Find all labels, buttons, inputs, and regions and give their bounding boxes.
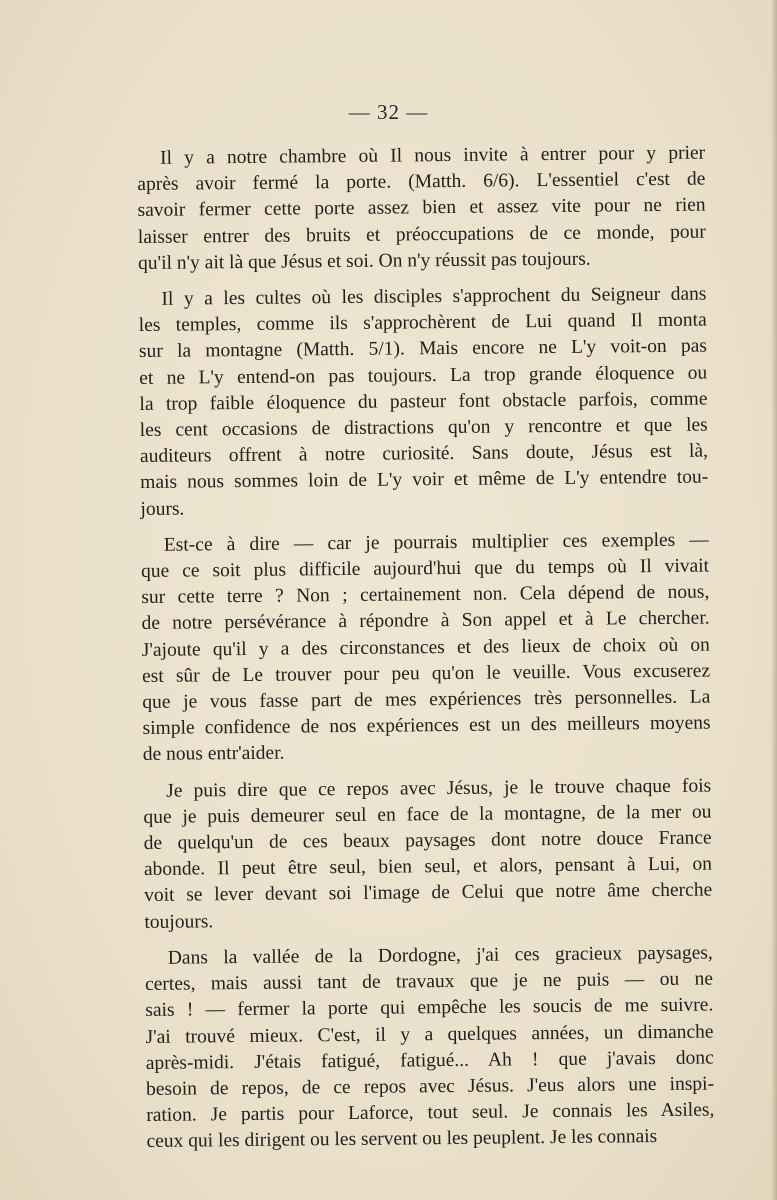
text-line: Est-ce à dire — car je pourrais multiplier ces exemples — (163, 529, 709, 556)
text-line: besoin de repos, de ce repos avec Jésus. J'eus alors une inspi- (145, 1073, 715, 1100)
text-line: de nous entr'aider. (142, 743, 285, 766)
text-line: la trop faible éloquence du pasteur font obstacle parfois, comme (139, 388, 708, 415)
text-line: sais ! — fermer la porte qui empêche les soucis de me suivre. (145, 994, 714, 1022)
paragraph (143, 773, 712, 936)
text-line: J'ajoute qu'il y a des circonstances et des lieux de choix où on (141, 634, 710, 661)
text-line: certes, mais aussi tant de travaux que je ne puis — ou ne (144, 968, 714, 996)
page-number: — 32 — (348, 100, 429, 124)
text-line: toujours. (144, 910, 214, 933)
text-line: les cent occasions de distractions qu'on y rencontre et que les (139, 414, 708, 442)
text-line: ration. Je partis pour Laforce, tout seul. Je connais les Asiles, (146, 1099, 715, 1127)
text-line: après avoir fermé la porte. (Matth. 6/6). L'essentiel c'est de (137, 168, 706, 196)
text-line: de quelqu'un de ces beaux paysages dont notre douce France (143, 827, 712, 855)
text-line: savoir fermer cette porte assez bien et assez vite pour ne rien (137, 194, 706, 222)
text-line: J'ai trouvé mieux. C'est, il y a quelques années, un dimanche (145, 1021, 714, 1048)
text-line: de notre persévérance à répondre à Son appel et à Le chercher. (141, 607, 710, 635)
paragraph (145, 940, 715, 1155)
text-line: mais nous sommes loin de L'y voir et même de L'y entendre tou- (140, 466, 709, 494)
text-line: que je puis demeurer seul en face de la montagne, de la mer ou (143, 801, 712, 828)
text-line: ceux qui les dirigent ou les servent ou les peuplent. Je les connais (146, 1126, 658, 1153)
text-line: simple confidence de nos expériences est un des meilleurs moyens (142, 712, 711, 740)
text-line: sur cette terre ? Non ; certainement non. Cela dépend de nous, (141, 581, 710, 609)
paragraph (137, 141, 706, 277)
text-line: est sûr de Le trouver pour peu qu'on le veuille. Vous excuserez (141, 660, 711, 687)
text-line: Il y a notre chambre où Il nous invite à entrer pour y prier (160, 142, 706, 169)
text-line: que ce soit plus difficile aujourd'hui que du temps où Il vivait (140, 555, 710, 583)
text-line: qu'il n'y ait là que Jésus et soi. On n'y réussit pas toujours. (138, 248, 591, 274)
text-line: et ne L'y entend-on pas toujours. La trop grande éloquence ou (139, 362, 708, 389)
text-line: laisser entrer des bruits et préoccupations de ce monde, pour (137, 221, 706, 248)
text-line: voit se lever devant soi l'image de Celui que notre âme cherche (144, 879, 713, 907)
text-line: les temples, comme ils s'approchèrent de Lui quand Il monta (138, 309, 707, 337)
text-line: après-midi. J'étais fatigué, fatigué... Ah ! que j'avais donc (145, 1047, 714, 1074)
text-line: jours. (140, 498, 185, 520)
text-line: Je puis dire que ce repos avec Jésus, je le trouve chaque fois (166, 775, 712, 802)
text-line: Dans la vallée de la Dordogne, j'ai ces gracieux paysages, (167, 942, 713, 969)
text-line: que je vous fasse part de mes expériences très personnelles. La (142, 686, 711, 714)
text-line: Il y a les cultes où les disciples s'approchent du Seigneur dans (161, 283, 707, 310)
body-text (137, 141, 715, 1166)
page-edge-shadow (771, 0, 777, 1200)
text-line: abonde. Il peut être seul, bien seul, et alors, pensant à Lui, on (143, 853, 713, 881)
paragraph (138, 282, 708, 523)
text-line: auditeurs offrent à notre curiosité. Sans doute, Jésus est là, (139, 440, 709, 468)
paragraph (141, 527, 711, 768)
text-line: sur la montagne (Matth. 5/1). Mais encore ne L'y voit-on pas (138, 335, 708, 363)
